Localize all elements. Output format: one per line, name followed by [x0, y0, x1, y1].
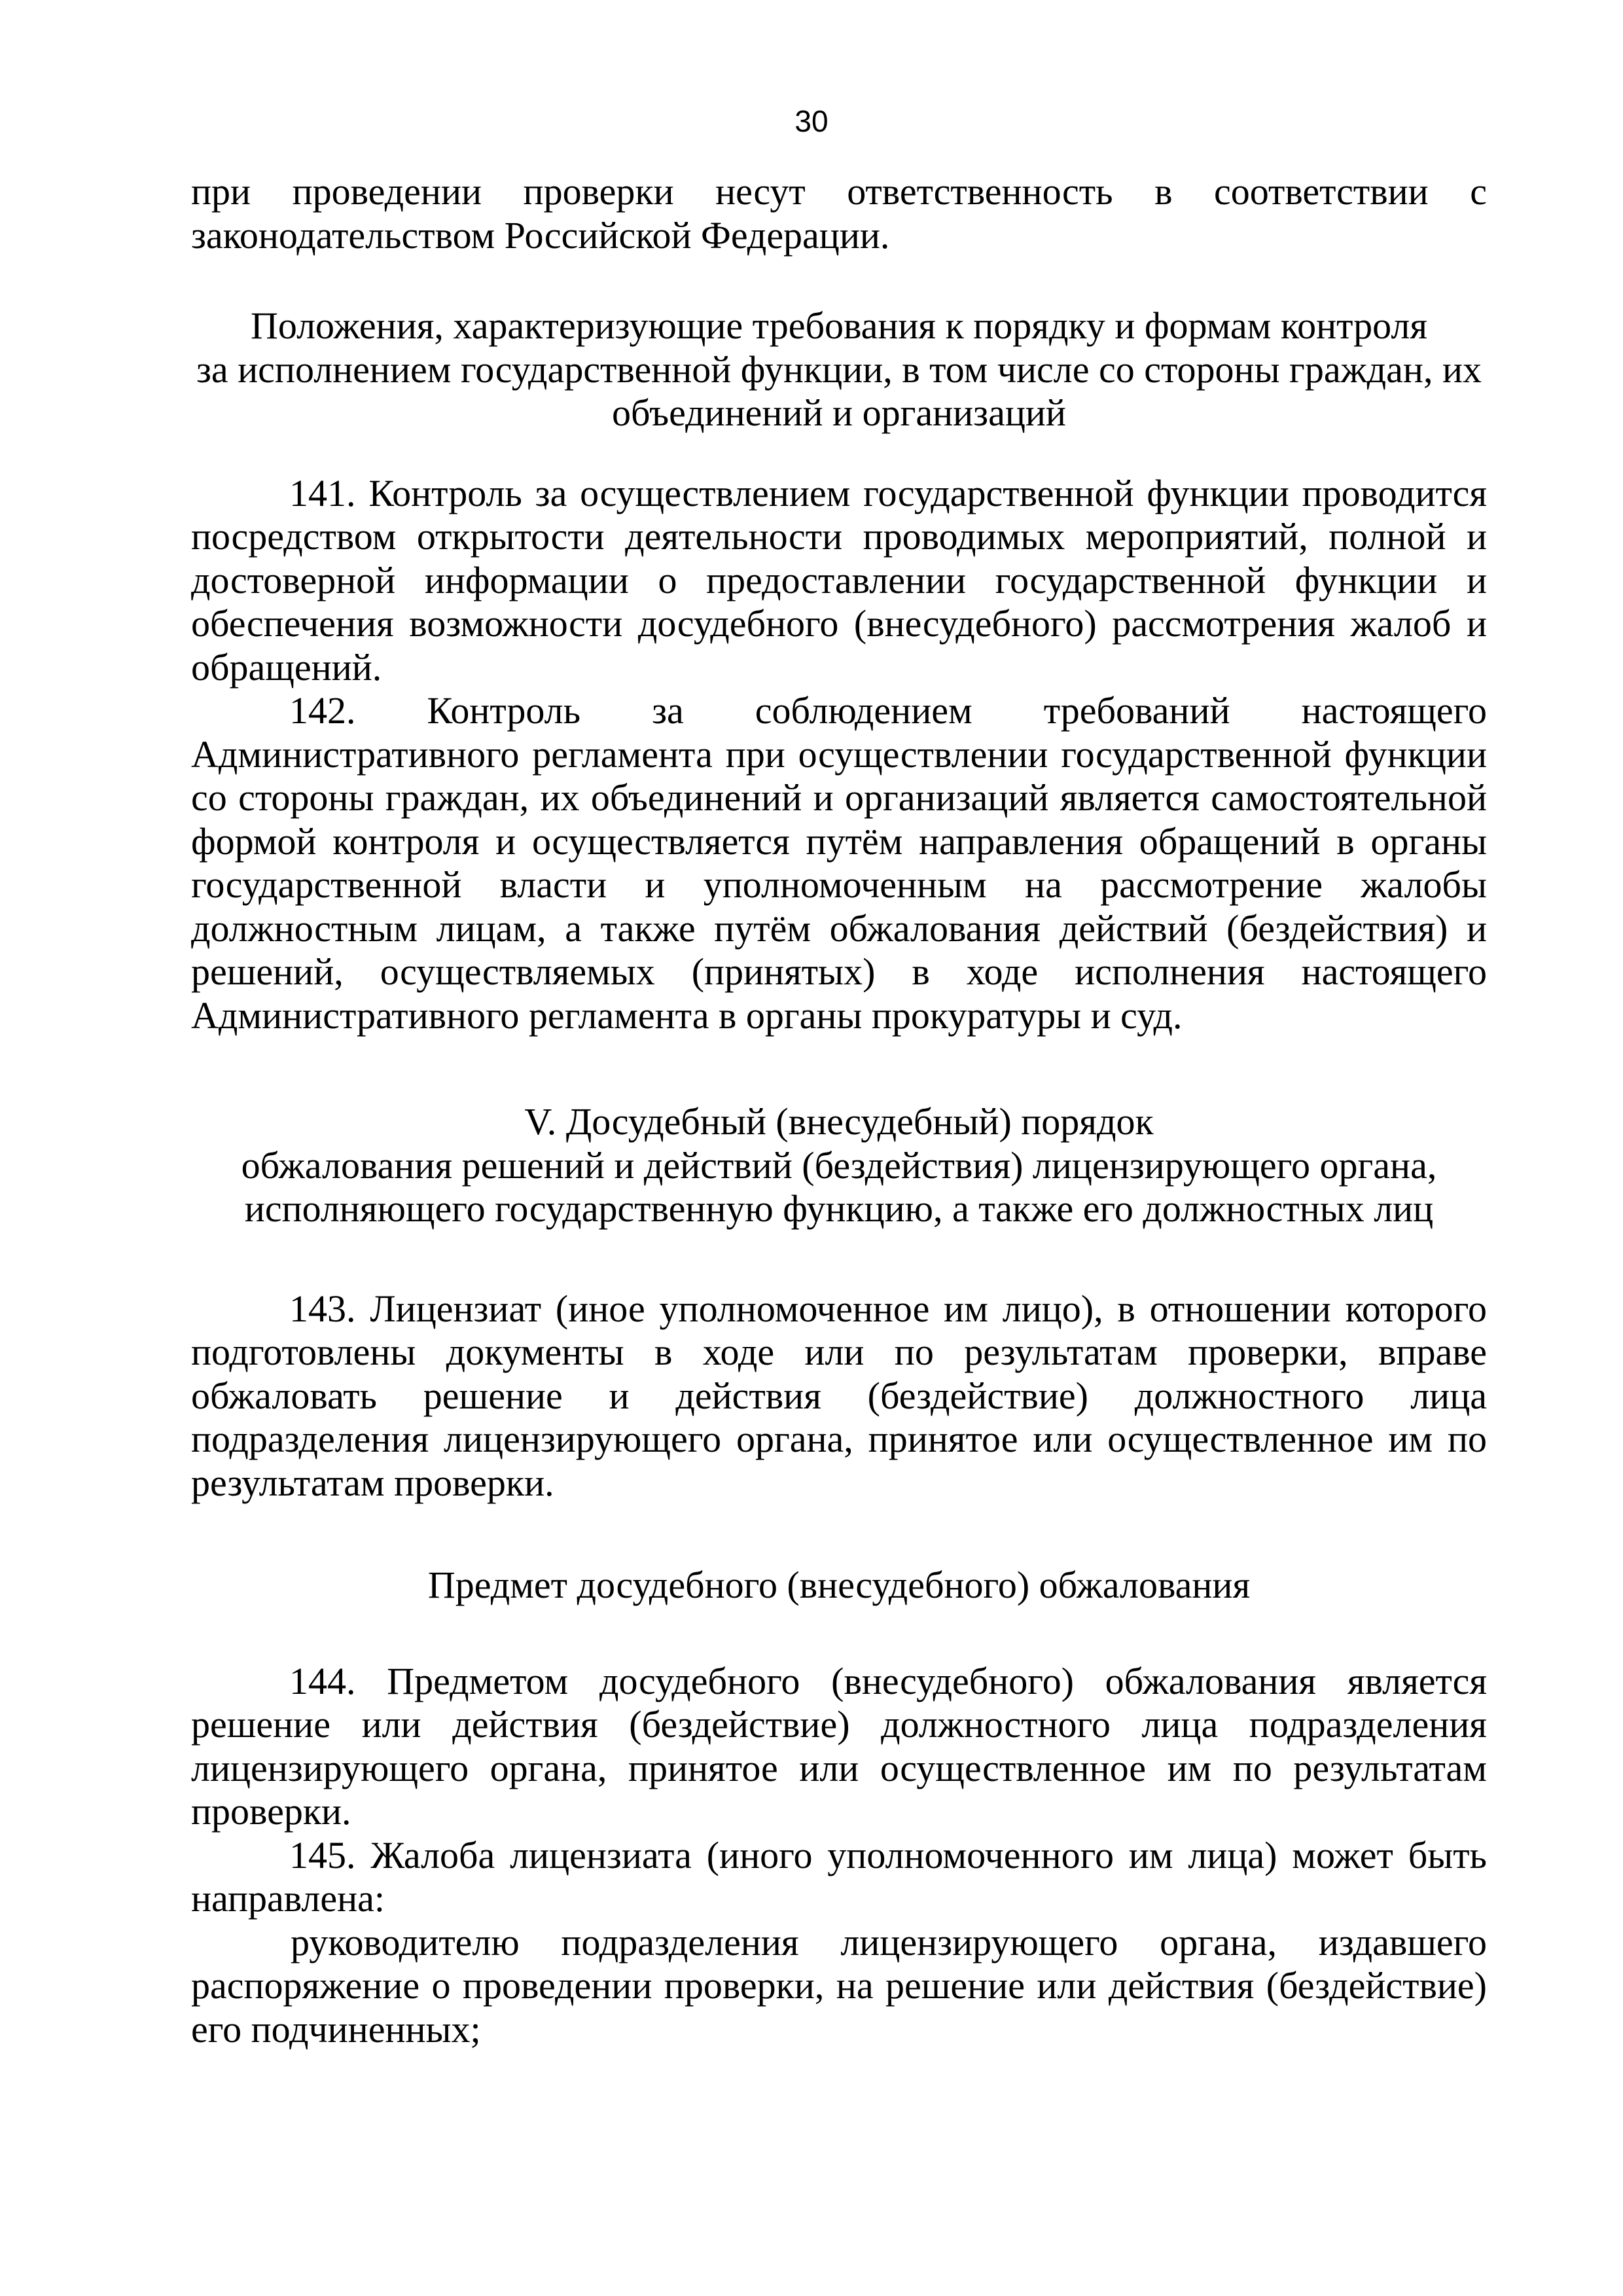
paragraph-143-line: результатам проверки.: [191, 1461, 554, 1504]
paragraph-142-line: решений, осуществляемых (принятых) в ходе исполнения настоящего: [191, 950, 1487, 993]
section-v-heading-line: обжалования решений и действий (бездействия) лицензирующего органа,: [241, 1143, 1437, 1187]
document-body: [191, 170, 1487, 2051]
paragraph-144-line: решение или действия (бездействие) должностного лица подразделения: [191, 1703, 1487, 1746]
page-number: 30: [794, 104, 829, 138]
section-v-heading-line: V. Досудебный (внесудебный) порядок: [524, 1100, 1154, 1143]
paragraph-141-line: достоверной информации о предоставлении государственной функции и: [191, 558, 1487, 601]
paragraph-145-item-line: распоряжение о проведении проверки, на решение или действия (бездействие): [191, 1964, 1487, 2007]
paragraph-142-line: государственной власти и уполномоченным на рассмотрение жалобы: [191, 863, 1487, 906]
paragraph-141-line: обращений.: [191, 645, 382, 689]
paragraph-145-line: направлена:: [191, 1877, 385, 1920]
paragraph-142-line: формой контроля и осуществляется путём направления обращений в органы: [191, 819, 1487, 863]
paragraph-144-line: 144. Предметом досудебного (внесудебного) обжалования является: [289, 1659, 1487, 1702]
subsection-heading: Предмет досудебного (внесудебного) обжалования: [427, 1564, 1251, 1606]
paragraph-144-line: лицензирующего органа, принятое или осуществленное им по результатам: [191, 1746, 1487, 1789]
paragraph-145-item-line: руководителю подразделения лицензирующего органа, издавшего: [291, 1920, 1487, 1964]
section-heading-line: Положения, характеризующие требования к порядку и формам контроля: [250, 304, 1428, 347]
paragraph-145-line: 145. Жалоба лицензиата (иного уполномоченного им лица) может быть: [289, 1833, 1487, 1876]
paragraph-continuation-line: при проведении проверки несут ответственность в соответствии с: [191, 170, 1487, 213]
paragraph-143-line: подразделения лицензирующего органа, принятое или осуществленное им по: [191, 1418, 1487, 1460]
paragraph-142-line: Административного регламента при осуществлении государственной функции: [191, 732, 1487, 776]
paragraph-continuation-line: законодательством Российской Федерации.: [191, 213, 890, 257]
paragraph-142-line: должностным лицам, а также путём обжалования действий (бездействия) и: [191, 906, 1487, 950]
paragraph-141-line: 141. Контроль за осуществлением государственной функции проводится: [289, 471, 1487, 514]
section-heading-line: за исполнением государственной функции, в том числе со стороны граждан, их: [196, 348, 1482, 391]
paragraph-142-line: 142. Контроль за соблюдением требований настоящего: [289, 689, 1487, 732]
paragraph-143-line: обжаловать решение и действия (бездействие) должностного лица: [191, 1374, 1487, 1417]
paragraph-145-item-line: его подчиненных;: [191, 2007, 481, 2051]
section-v-heading-line: исполняющего государственную функцию, а также его должностных лиц: [244, 1187, 1434, 1230]
paragraph-141-line: обеспечения возможности досудебного (внесудебного) рассмотрения жалоб и: [191, 602, 1487, 645]
section-heading-line: объединений и организаций: [612, 391, 1066, 434]
paragraph-142-line: со стороны граждан, их объединений и организаций является самостоятельной: [191, 776, 1487, 819]
paragraph-142-line: Административного регламента в органы прокуратуры и суд.: [191, 994, 1183, 1037]
paragraph-141-line: посредством открытости деятельности проводимых мероприятий, полной и: [191, 515, 1487, 558]
paragraph-144-line: проверки.: [191, 1790, 351, 1833]
paragraph-143-line: подготовлены документы в ходе или по результатам проверки, вправе: [191, 1331, 1487, 1373]
paragraph-143-line: 143. Лицензиат (иное уполномоченное им лицо), в отношении которого: [289, 1287, 1487, 1330]
